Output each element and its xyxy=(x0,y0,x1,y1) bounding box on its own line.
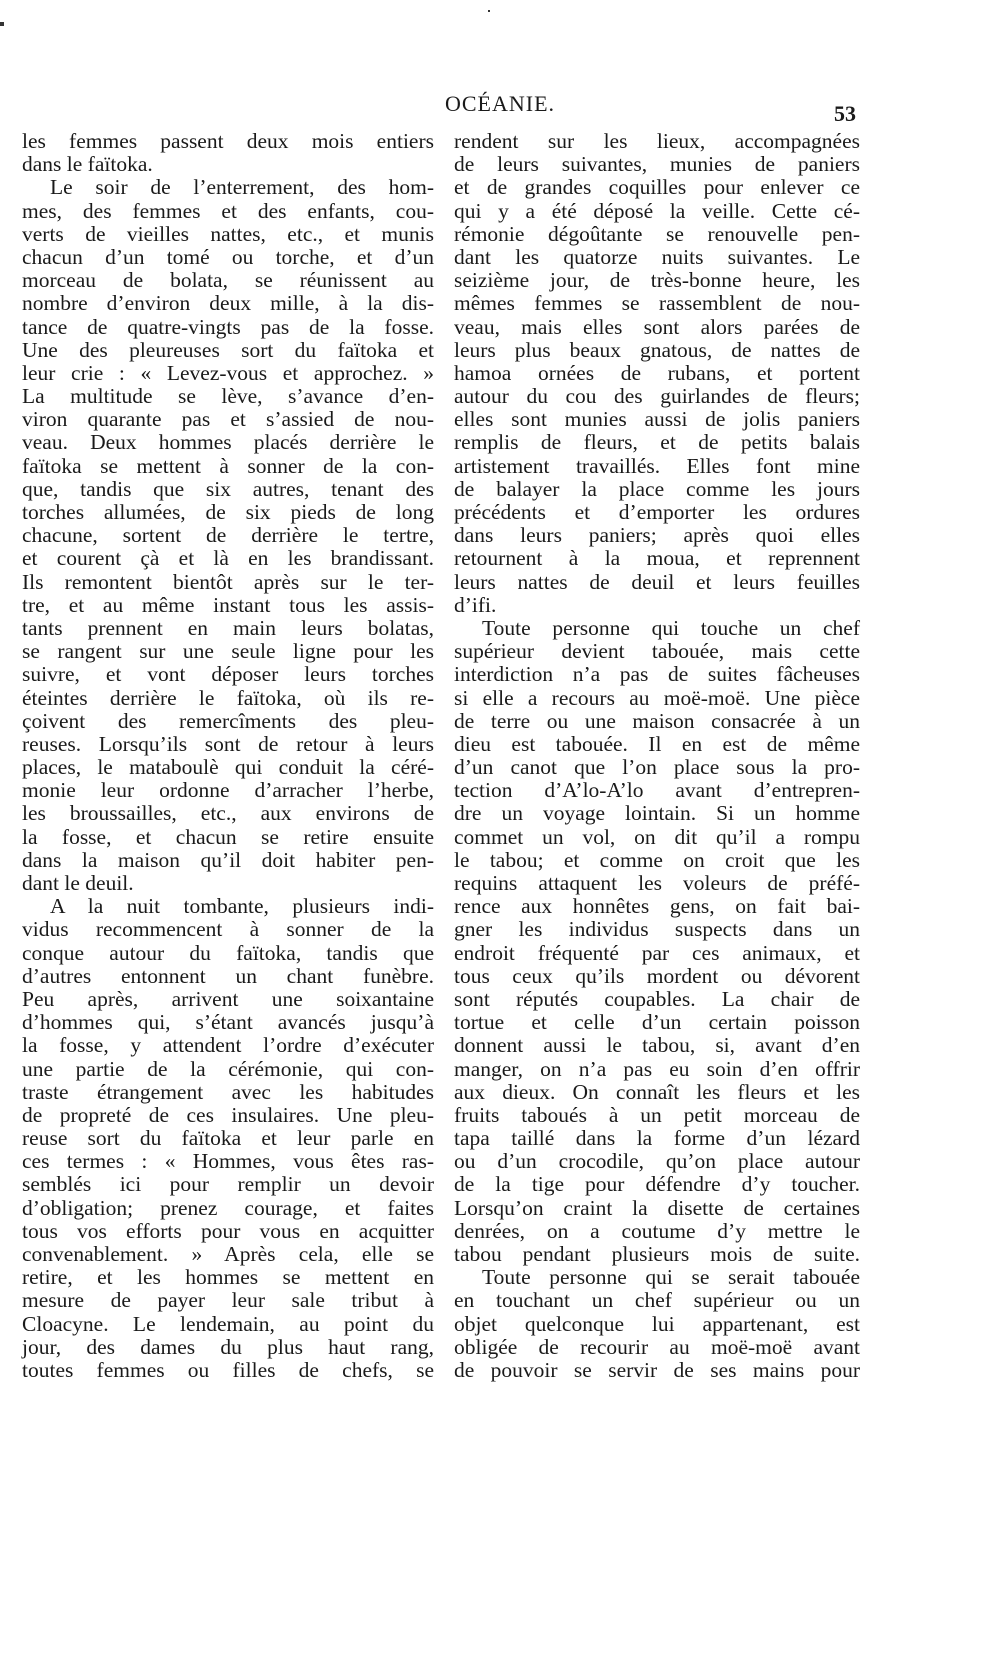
text-line: torches allumées, de six pieds de long xyxy=(22,500,434,524)
text-line: objet quelconque lui appartenant, est xyxy=(454,1311,860,1336)
text-line: donnent aussi le tabou, si, avant d’en xyxy=(454,1033,860,1058)
text-line: Une des pleureuses sort du faïtoka et xyxy=(22,337,434,362)
text-line: les femmes passent deux mois entiers xyxy=(22,129,434,153)
text-line: vidus recommencent à sonner de la xyxy=(22,917,434,942)
text-line: toutes femmes ou filles de chefs, se xyxy=(22,1357,434,1382)
text-line: endroit fréquenté par ces animaux, et xyxy=(454,940,860,965)
text-line: sont réputés coupables. La chair de xyxy=(454,986,860,1011)
text-line: tortue et celle d’un certain poisson xyxy=(454,1010,860,1035)
running-header-title: OCÉANIE. xyxy=(444,91,556,116)
text-line: tection d’A’lo-A’lo avant d’entrepren- xyxy=(454,778,860,803)
text-line: convenablement. » Après cela, elle se xyxy=(22,1242,434,1266)
text-line: nombre d’environ deux mille, à la dis- xyxy=(22,291,434,316)
text-line: éteintes derrière le faïtoka, où ils re- xyxy=(22,685,434,710)
text-line: la fosse, et chacun se retire ensuite xyxy=(22,824,434,849)
text-line: retire, et les hommes se mettent en xyxy=(22,1265,434,1290)
text-line: conque autour du faïtoka, tandis que xyxy=(22,940,434,965)
text-line: supérieur devient tabouée, mais cette xyxy=(454,639,860,664)
scan-speck xyxy=(0,22,4,26)
text-line: semblés ici pour remplir un devoir xyxy=(22,1172,434,1197)
text-line: retournent à la moua, et reprennent xyxy=(454,546,860,571)
text-line: et courent çà et là en les brandissant. xyxy=(22,546,434,571)
text-line: d’un canot que l’on place sous la pro- xyxy=(454,755,860,780)
text-line: que, tandis que six autres, tenant des xyxy=(22,476,434,501)
text-line: Peu après, arrivent une soixantaine xyxy=(22,986,434,1011)
text-line: remplis de fleurs, et de petits balais xyxy=(454,430,860,455)
text-line: denrées, on a coutume d’y mettre le xyxy=(454,1218,860,1243)
text-line: requins attaquent les voleurs de préfé- xyxy=(454,871,860,895)
text-line: les broussailles, etc., aux environs de xyxy=(22,801,434,826)
text-line: précédents et d’emporter les ordures xyxy=(454,500,860,524)
text-line: suivre, et vont déposer leurs torches xyxy=(22,662,434,687)
text-line: dans le faïtoka. xyxy=(22,152,153,177)
text-line: se rangent sur une seule ligne pour les xyxy=(22,639,434,664)
text-line: de pouvoir se servir de ses mains pour xyxy=(454,1357,860,1382)
text-line: Lorsqu’on craint la disette de certaines xyxy=(454,1195,860,1220)
text-line: chacun d’un tomé ou torche, et d’un xyxy=(22,244,434,269)
text-line: hamoa ornées de rubans, et portent xyxy=(454,360,860,385)
text-line: mes, des femmes et des enfants, cou- xyxy=(22,198,434,223)
text-line: çoivent des remercîments des pleu- xyxy=(22,708,434,733)
text-line: Ils remontent bientôt après sur le ter- xyxy=(22,569,434,594)
text-line: le tabou; et comme on croit que les xyxy=(454,847,860,872)
text-line: tous vos efforts pour vous en acquitter xyxy=(22,1218,434,1243)
text-line: tants prennent en main leurs bolatas, xyxy=(22,615,434,640)
text-line: tous ceux qu’ils mordent ou dévorent xyxy=(454,963,860,988)
text-line: d’obligation; prenez courage, et faites xyxy=(22,1195,434,1220)
text-line: en touchant un chef supérieur ou un xyxy=(454,1288,860,1313)
text-line: leurs nattes de deuil et leurs feuilles xyxy=(454,569,860,594)
text-line: dans la maison qu’il doit habiter pen- xyxy=(22,847,434,872)
text-line: gner les individus suspects dans un xyxy=(454,917,860,942)
text-line: seizième jour, de très-bonne heure, les xyxy=(454,268,860,293)
text-line: veau. Deux hommes placés derrière le xyxy=(22,430,434,455)
text-line: commet un vol, on dit qu’il a rompu xyxy=(454,824,860,849)
text-line: dant le deuil. xyxy=(22,871,134,895)
text-line: rence aux honnêtes gens, on fait bai- xyxy=(454,894,860,919)
text-line: d’autres entonnent un chant funèbre. xyxy=(22,963,434,988)
text-line: Toute personne qui se serait tabouée xyxy=(482,1265,860,1290)
text-line: de la tige pour défendre d’y toucher. xyxy=(454,1172,860,1197)
text-line: faïtoka se mettent à sonner de la con- xyxy=(22,453,434,478)
text-line: obligée de recourir au moë-moë avant xyxy=(454,1334,860,1359)
text-line: dieu est tabouée. Il en est de même xyxy=(454,731,860,756)
text-line: viron quarante pas et s’assied de nou- xyxy=(22,407,434,432)
text-line: autour du cou des guirlandes de fleurs; xyxy=(454,384,860,409)
text-line: Toute personne qui touche un chef xyxy=(482,615,860,640)
right-column xyxy=(454,130,860,1382)
text-line: Le soir de l’enterrement, des hom- xyxy=(50,175,434,200)
text-line: aux dieux. On connaît les fleurs et les xyxy=(454,1079,860,1104)
text-line: tapa taillé dans la forme d’un lézard xyxy=(454,1126,860,1151)
text-line: interdiction n’a pas de suites fâcheuses xyxy=(454,662,860,687)
scan-speck xyxy=(488,10,490,12)
text-line: d’hommes qui, s’étant avancés jusqu’à xyxy=(22,1010,434,1035)
text-line: et de grandes coquilles pour enlever ce xyxy=(454,175,860,200)
text-line: ou d’un crocodile, qu’on place autour xyxy=(454,1149,860,1174)
text-line: Cloacyne. Le lendemain, au point du xyxy=(22,1311,434,1336)
text-line: une partie de la cérémonie, qui con- xyxy=(22,1056,434,1081)
text-line: d’ifi. xyxy=(454,592,497,617)
text-line: La multitude se lève, s’avance d’en- xyxy=(22,384,434,409)
text-line: tance de quatre-vingts pas de la fosse. xyxy=(22,314,434,339)
text-line: morceau de bolata, se réunissent au xyxy=(22,268,434,293)
text-line: dre un voyage lointain. Si un homme xyxy=(454,801,860,826)
text-line: de propreté de ces insulaires. Une pleu- xyxy=(22,1102,434,1127)
text-line: dant les quatorze nuits suivantes. Le xyxy=(454,244,860,269)
page-number: 53 xyxy=(834,101,856,126)
text-line: traste étrangement avec les habitudes xyxy=(22,1079,434,1104)
text-line: veau, mais elles sont alors parées de xyxy=(454,314,860,339)
text-line: mêmes femmes se rassemblent de nou- xyxy=(454,291,860,316)
text-line: dans leurs paniers; après quoi elles xyxy=(454,523,860,548)
text-line: qui y a été déposé la veille. Cette cé- xyxy=(454,198,860,223)
text-line: elles sont munies aussi de jolis paniers xyxy=(454,407,860,432)
text-line: tre, et au même instant tous les assis- xyxy=(22,592,434,617)
text-line: jour, des dames du plus haut rang, xyxy=(22,1334,434,1359)
text-line: A la nuit tombante, plusieurs indi- xyxy=(50,894,434,919)
text-line: de balayer la place comme les jours xyxy=(454,476,860,501)
text-line: verts de vieilles nattes, etc., et munis xyxy=(22,221,434,246)
text-line: de leurs suivantes, munies de paniers xyxy=(454,152,860,177)
text-line: reuses. Lorsqu’ils sont de retour à leurs xyxy=(22,731,434,756)
text-line: chacune, sortent de derrière le tertre, xyxy=(22,523,434,548)
text-line: leurs plus beaux gnatous, de nattes de xyxy=(454,337,860,362)
text-line: de terre ou une maison consacrée à un xyxy=(454,708,860,733)
text-line: monie leur ordonne d’arracher l’herbe, xyxy=(22,778,434,803)
text-line: artistement travaillés. Elles font mine xyxy=(454,453,860,478)
text-line: places, le mataboulè qui conduit la céré- xyxy=(22,755,434,780)
text-line: rémonie dégoûtante se renouvelle pen- xyxy=(454,221,860,246)
text-line: reuse sort du faïtoka et leur parle en xyxy=(22,1126,434,1151)
left-column xyxy=(22,130,434,1382)
text-line: leur crie : « Levez-vous et approchez. » xyxy=(22,360,434,385)
text-line: la fosse, y attendent l’ordre d’exécuter xyxy=(22,1033,434,1058)
text-line: si elle a recours au moë-moë. Une pièce xyxy=(454,685,860,710)
text-line: fruits taboués à un petit morceau de xyxy=(454,1102,860,1127)
text-line: manger, on n’a pas eu soin d’en offrir xyxy=(454,1056,860,1081)
text-line: rendent sur les lieux, accompagnées xyxy=(454,129,860,153)
text-line: mesure de payer leur sale tribut à xyxy=(22,1288,434,1313)
text-line: ces termes : « Hommes, vous êtes ras- xyxy=(22,1149,434,1174)
text-line: tabou pendant plusieurs mois de suite. xyxy=(454,1242,860,1266)
